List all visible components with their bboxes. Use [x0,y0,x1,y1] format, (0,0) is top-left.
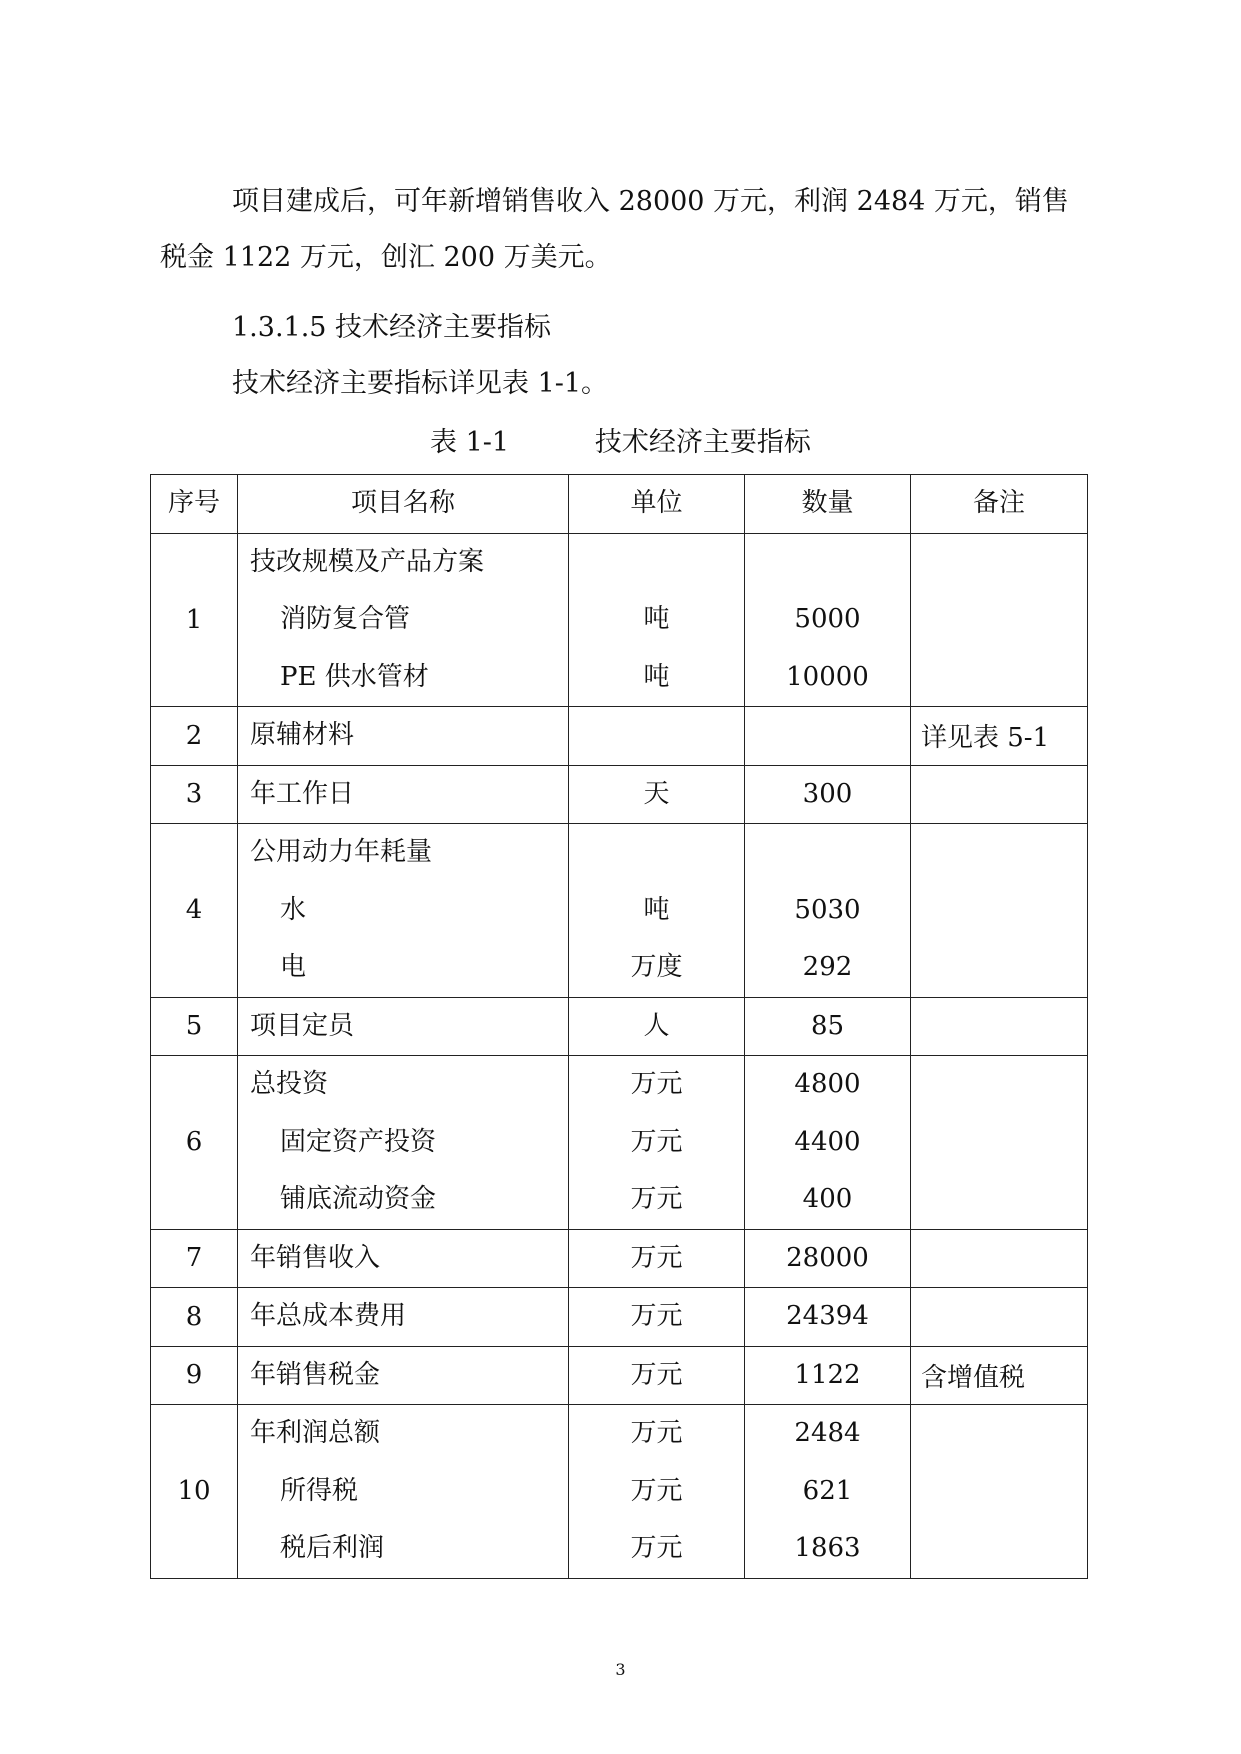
item-quantity: 1863 [794,1533,861,1563]
row-number: 2 [151,707,238,766]
item-unit: 人 [643,1010,670,1041]
item-name-cell [238,1405,569,1579]
item-unit-cell [569,997,745,1056]
row-note [911,997,1088,1056]
item-unit: 万度 [630,952,683,982]
item-quantity: 28000 [786,1242,869,1273]
item-quantity-cell [745,707,911,766]
item-name: 税后利润 [280,1533,385,1563]
item-name-cell [238,824,569,998]
table-row [151,1405,1088,1579]
row-number: 6 [151,1056,238,1230]
table-row [151,824,1088,998]
row-note [911,1288,1088,1347]
item-name-cell [238,1229,569,1288]
item-quantity [745,824,910,882]
item-name: 年利润总额 [250,1418,381,1448]
item-quantity-cell [745,1229,911,1288]
item-name-cell [238,765,569,824]
item-unit-cell [569,824,745,998]
row-note [911,1229,1088,1288]
item-unit: 吨 [643,661,670,692]
item-unit: 万元 [630,1184,683,1214]
item-unit: 万元 [630,1242,683,1273]
row-note [911,1056,1088,1230]
item-quantity: 2484 [794,1418,861,1448]
row-number: 1 [151,533,238,707]
row-note [911,1405,1088,1579]
item-name-cell [238,1288,569,1347]
item-unit: 天 [643,778,670,809]
item-name-cell [238,1346,569,1405]
table-reference-text: 技术经济主要指标详见表 1-1。 [232,368,609,399]
row-note [911,765,1088,824]
item-unit-cell [569,1229,745,1288]
table-row [151,1346,1088,1405]
item-unit: 万元 [630,1301,683,1331]
item-quantity: 4800 [794,1069,861,1099]
item-name-cell [238,1056,569,1230]
item-unit-cell [569,1056,745,1230]
item-quantity-cell [745,1405,911,1579]
row-number: 4 [151,824,238,998]
item-unit-cell [569,707,745,766]
item-unit-cell [569,533,745,707]
item-unit: 万元 [630,1126,683,1157]
section-heading: 1.3.1.5 技术经济主要指标 [232,312,552,343]
table-row [151,1288,1088,1347]
item-quantity: 10000 [786,661,869,692]
table-body [151,533,1088,1578]
item-unit-cell [569,765,745,824]
header-quantity: 数量 [745,475,911,534]
item-unit: 万元 [630,1418,683,1448]
item-name: 消防复合管 [280,604,411,634]
table-row [151,765,1088,824]
item-name: 项目定员 [250,1010,355,1041]
item-name: 技改规模及产品方案 [250,546,485,577]
item-name-cell [238,707,569,766]
row-number: 10 [151,1405,238,1579]
row-note: 详见表 5-1 [911,707,1088,766]
item-unit: 万元 [630,1475,683,1506]
item-name: 原辅材料 [250,720,355,750]
item-quantity-cell [745,997,911,1056]
row-number: 8 [151,1288,238,1347]
header-unit: 单位 [569,475,745,534]
indicator-table [150,474,1088,1579]
item-quantity: 85 [810,1010,845,1041]
table-row [151,1229,1088,1288]
item-name-cell [238,997,569,1056]
item-quantity: 1122 [794,1359,861,1390]
item-unit [569,534,744,592]
item-quantity-cell [745,1346,911,1405]
table-row [151,997,1088,1056]
item-quantity-cell [745,533,911,707]
table-caption: 表 1-1 技术经济主要指标 [430,427,811,458]
item-name: 年销售税金 [250,1359,381,1390]
item-name: 水 [280,894,307,925]
item-unit-cell [569,1405,745,1579]
item-name-cell [238,533,569,707]
table-row [151,533,1088,707]
header-no: 序号 [151,475,238,534]
item-unit: 吨 [643,604,670,634]
row-number: 7 [151,1229,238,1288]
item-unit: 吨 [643,894,670,925]
item-unit: 万元 [630,1359,683,1390]
item-quantity-cell [745,765,911,824]
item-name: 公用动力年耗量 [250,837,433,867]
row-note [911,824,1088,998]
row-note: 含增值税 [911,1346,1088,1405]
item-name: 年工作日 [250,778,355,809]
item-quantity [745,707,910,765]
item-name: 电 [280,952,307,982]
item-quantity: 5000 [794,604,861,634]
item-quantity-cell [745,824,911,998]
item-name: PE 供水管材 [280,661,429,692]
item-name: 固定资产投资 [280,1126,437,1157]
header-item-name: 项目名称 [238,475,569,534]
item-quantity-cell [745,1056,911,1230]
summary-paragraph: 项目建成后，可年新增销售收入 28000 万元，利润 2484 万元，销售税金 1122 万元，创汇 200 万美元。 [160,186,1069,273]
row-number: 5 [151,997,238,1056]
item-unit: 万元 [630,1069,683,1099]
row-number: 9 [151,1346,238,1405]
item-unit-cell [569,1346,745,1405]
item-name: 总投资 [250,1069,329,1099]
item-quantity: 4400 [794,1126,861,1157]
item-quantity: 292 [802,952,853,982]
item-name: 年总成本费用 [250,1301,407,1331]
item-name: 铺底流动资金 [280,1184,437,1214]
item-name: 年销售收入 [250,1242,381,1273]
page-number: 3 [615,1660,626,1679]
item-name: 所得税 [280,1475,359,1506]
item-quantity [745,534,910,592]
table-row [151,1056,1088,1230]
row-note [911,533,1088,707]
header-note: 备注 [911,475,1088,534]
item-quantity: 5030 [794,894,861,925]
table-header-row [151,475,1088,534]
item-unit-cell [569,1288,745,1347]
item-quantity: 621 [802,1475,853,1506]
item-unit [569,824,744,882]
item-quantity-cell [745,1288,911,1347]
item-quantity: 300 [802,778,853,809]
row-number: 3 [151,765,238,824]
item-quantity: 24394 [786,1301,869,1331]
item-unit: 万元 [630,1533,683,1563]
item-unit [569,707,744,765]
item-quantity: 400 [802,1184,853,1214]
table-row [151,707,1088,766]
